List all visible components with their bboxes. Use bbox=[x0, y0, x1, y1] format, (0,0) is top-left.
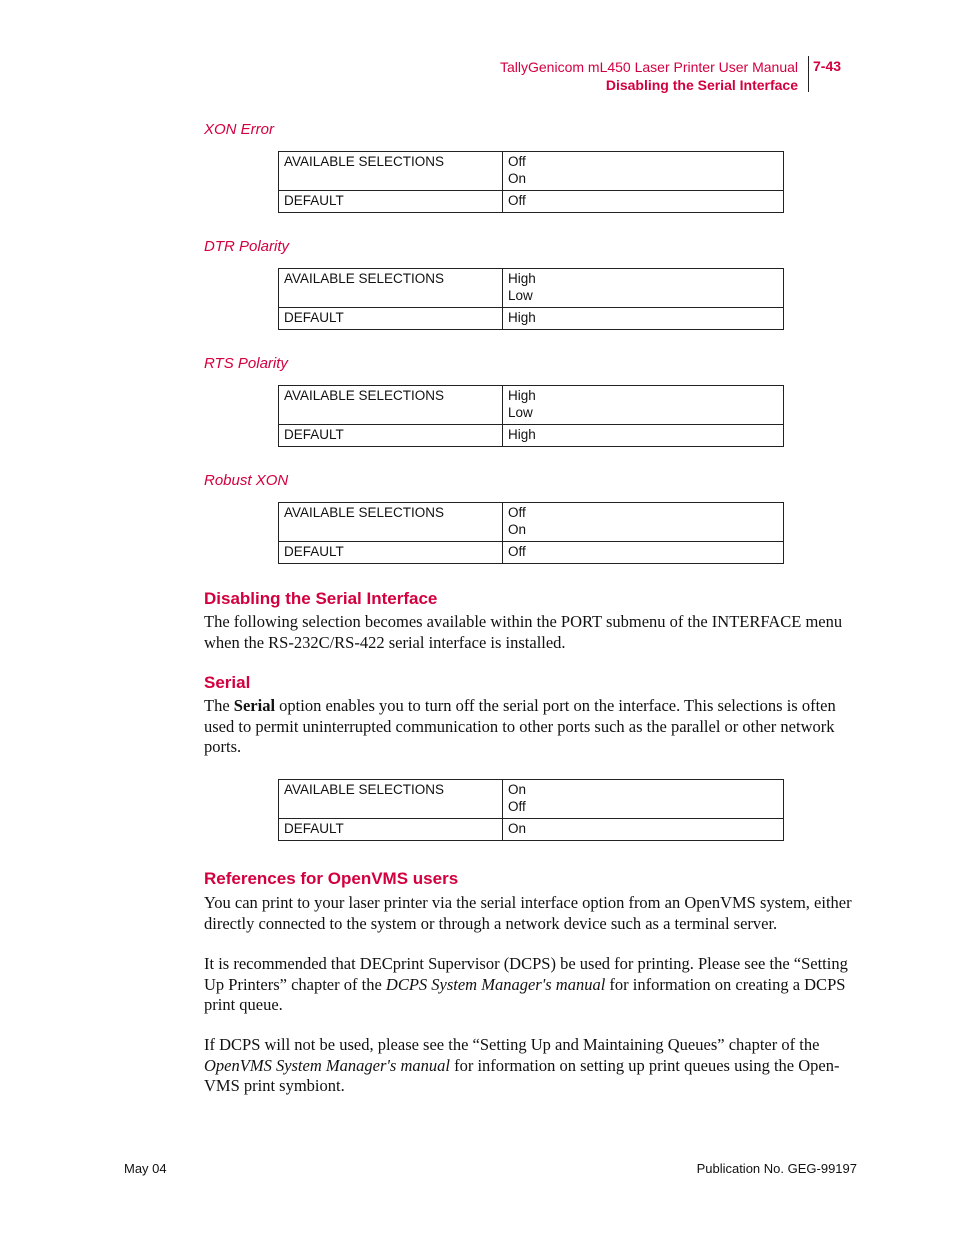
selections-values bbox=[503, 152, 784, 191]
selections-values bbox=[503, 503, 784, 542]
disabling-heading: Disabling the Serial Interface bbox=[204, 589, 438, 608]
serial-body bbox=[204, 696, 859, 758]
selections-values bbox=[503, 780, 784, 819]
table-row bbox=[279, 425, 784, 447]
p3-pre: If DCPS will not be used, please see the “Setting Up and Maintaining Queues” chapter of the bbox=[204, 1035, 820, 1054]
default-label: DEFAULT bbox=[279, 819, 503, 841]
serial-body-pre: The bbox=[204, 696, 234, 715]
table-row bbox=[279, 542, 784, 564]
selections-values bbox=[503, 269, 784, 308]
selection-value: Low bbox=[508, 405, 533, 420]
xon-error-table bbox=[278, 151, 784, 213]
robust-xon-label: Robust XON bbox=[204, 472, 289, 489]
rts-polarity-label: RTS Polarity bbox=[204, 355, 288, 372]
default-value: Off bbox=[503, 542, 784, 564]
selection-value: Off bbox=[508, 799, 526, 814]
selection-value: On bbox=[508, 171, 527, 186]
default-label: DEFAULT bbox=[279, 542, 503, 564]
xon-error-label: XON Error bbox=[204, 121, 275, 138]
default-value: High bbox=[503, 308, 784, 330]
table-row bbox=[279, 819, 784, 841]
p3-italic: OpenVMS System Manager's manual bbox=[204, 1055, 450, 1075]
selection-value: Off bbox=[508, 154, 526, 169]
p2-post: for information on creating a DCPS print queue. bbox=[204, 974, 846, 1014]
default-value: Off bbox=[503, 191, 784, 213]
openvms-paragraph-1: You can print to your laser printer via the serial interface option from an OpenVMS system, either directly connected to the system or through a network device such as a terminal server. bbox=[204, 893, 852, 933]
table-row bbox=[279, 269, 784, 308]
dtr-polarity-table bbox=[278, 268, 784, 330]
selection-value: Low bbox=[508, 288, 533, 303]
serial-heading: Serial bbox=[204, 673, 251, 692]
table-row bbox=[279, 308, 784, 330]
dtr-polarity-label: DTR Polarity bbox=[204, 238, 290, 255]
table-row bbox=[279, 503, 784, 542]
selection-value: High bbox=[508, 388, 536, 403]
p2-italic: DCPS System Manager's manual bbox=[385, 974, 606, 994]
serial-body-post: option enables you to turn off the serial port on the interface. This selections is often used to permit uninterrupted communication to other ports such as the parallel or other network ports. bbox=[204, 696, 836, 756]
rts-polarity-table bbox=[278, 385, 784, 447]
header-divider bbox=[808, 56, 809, 92]
table-row bbox=[279, 386, 784, 425]
openvms-heading: References for OpenVMS users bbox=[204, 869, 459, 888]
selection-value: Off bbox=[508, 505, 526, 520]
selections-label: AVAILABLE SELECTIONS bbox=[279, 269, 503, 308]
selection-value: On bbox=[508, 782, 527, 797]
robust-xon-table bbox=[278, 502, 784, 564]
table-row bbox=[279, 780, 784, 819]
default-label: DEFAULT bbox=[279, 191, 503, 213]
p3-post: for information on setting up print queues using the Open-VMS print symbiont. bbox=[204, 1055, 840, 1095]
default-value: On bbox=[503, 819, 784, 841]
selections-values bbox=[503, 386, 784, 425]
selection-value: High bbox=[508, 271, 536, 286]
selections-label: AVAILABLE SELECTIONS bbox=[279, 780, 503, 819]
selections-label: AVAILABLE SELECTIONS bbox=[279, 503, 503, 542]
page-number: 7-43 bbox=[813, 58, 842, 74]
running-header bbox=[500, 58, 798, 94]
table-row bbox=[279, 152, 784, 191]
openvms-paragraph-2 bbox=[204, 954, 859, 1016]
disabling-body: The following selection becomes available within the PORT submenu of the INTERFACE menu when the RS-232C/RS-422 serial interface is installed. bbox=[204, 612, 843, 652]
openvms-paragraph-3 bbox=[204, 1035, 859, 1097]
table-row bbox=[279, 191, 784, 213]
selection-value: On bbox=[508, 522, 527, 537]
default-label: DEFAULT bbox=[279, 308, 503, 330]
serial-table bbox=[278, 779, 784, 841]
section-title: Disabling the Serial Interface bbox=[605, 77, 798, 93]
serial-body-bold: Serial bbox=[233, 696, 276, 715]
default-value: High bbox=[503, 425, 784, 447]
selections-label: AVAILABLE SELECTIONS bbox=[279, 152, 503, 191]
p2-pre: It is recommended that DECprint Supervisor (DCPS) be used for printing. Please see the “Setting Up Printers” chapter of the bbox=[204, 954, 848, 994]
default-label: DEFAULT bbox=[279, 425, 503, 447]
footer-date: May 04 bbox=[124, 1161, 167, 1176]
manual-title: TallyGenicom mL450 Laser Printer User Manual bbox=[499, 59, 798, 75]
footer-publication: Publication No. GEG-99197 bbox=[696, 1161, 857, 1176]
selections-label: AVAILABLE SELECTIONS bbox=[279, 386, 503, 425]
